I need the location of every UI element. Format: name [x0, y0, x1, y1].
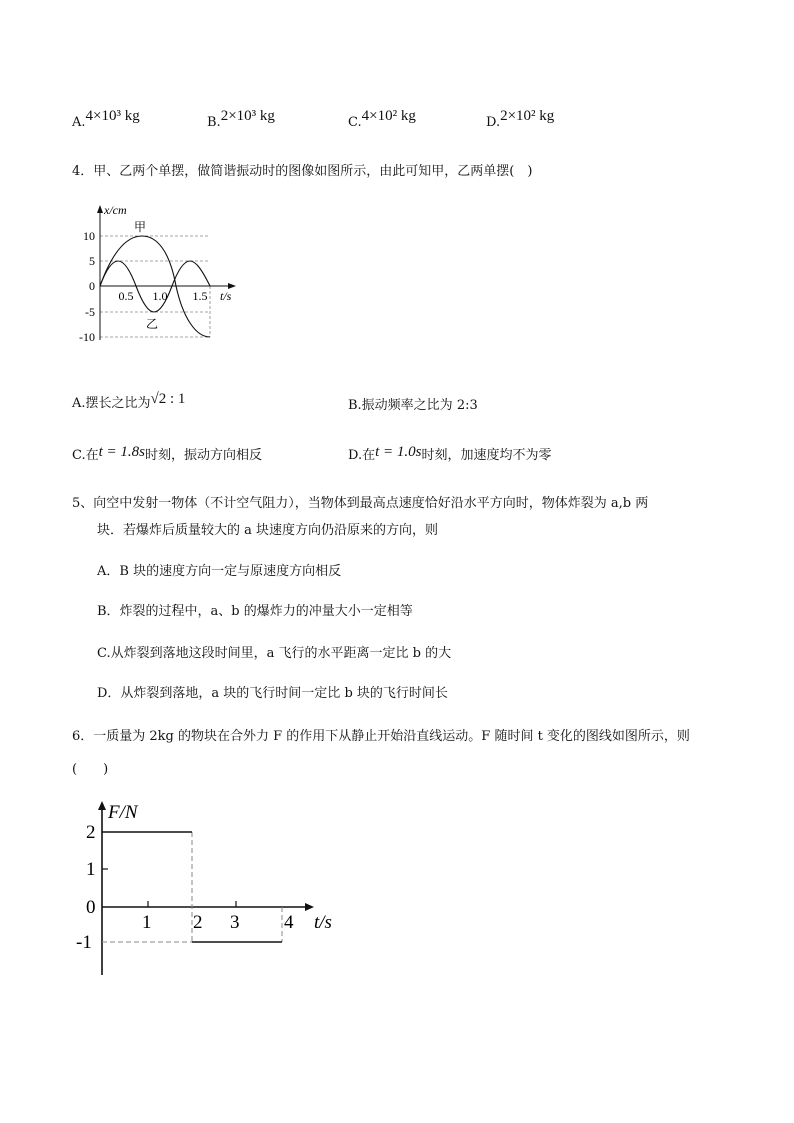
- q5-option-a: A．B 块的速度方向一定与原速度方向相反: [97, 564, 342, 579]
- option-math: t = 1.0s: [375, 444, 422, 460]
- q4-x-tick-1.0: 1.0: [152, 289, 168, 303]
- option-letter: A.: [72, 115, 86, 130]
- q3-option-b: [207, 108, 275, 130]
- q4-y-tick-10: 10: [83, 229, 95, 243]
- q3-option-d: [486, 108, 555, 130]
- q3-option-c: [348, 108, 416, 130]
- q6-y-arrow: [98, 801, 106, 810]
- q4-option-b: [348, 394, 478, 413]
- option-text: A.摆长之比为: [72, 396, 151, 411]
- q4-option-a: [72, 392, 185, 412]
- option-letter: D.: [486, 115, 501, 130]
- option-value: 4×10³ kg: [85, 108, 140, 124]
- option-math: t = 1.8s: [98, 444, 146, 460]
- q6-y-tick-neg1: -1: [76, 932, 92, 953]
- option-text: D.在: [348, 448, 376, 463]
- q4-y-tick-0: 0: [89, 279, 95, 293]
- q6-y-tick-2: 2: [86, 822, 96, 843]
- option-value: 2×10³ kg: [220, 108, 275, 124]
- q4-stem: 4．甲、乙两个单摆，做简谐振动时的图像如图所示，由此可知甲，乙两单摆( ): [72, 164, 533, 179]
- q4-y-label: x/cm: [104, 203, 127, 217]
- q6-y-tick-1: 1: [86, 859, 96, 880]
- option-letter: B.: [207, 115, 221, 130]
- option-math: √2 : 1: [150, 391, 186, 407]
- q3-option-a: [72, 108, 140, 130]
- q5-stem-line1: 5、向空中发射一物体（不计空气阻力），当物体到最高点速度恰好沿水平方向时，物体炸裂为 a,b 两: [72, 496, 649, 511]
- q6-guides: [102, 832, 282, 942]
- q6-x-tick-1: 1: [142, 912, 152, 933]
- q6-x-arrow: [305, 903, 314, 911]
- q6-stem-line1: 6．一质量为 2kg 的物块在合外力 F 的作用下从静止开始沿直线运动。F 随时间 t 变化的图线如图所示，则: [72, 729, 690, 744]
- q4-graph: [68, 200, 248, 350]
- q4-y-arrow: [97, 205, 103, 213]
- q6-force-chart: [68, 796, 348, 986]
- q6-stem-line2: ( ): [72, 762, 109, 777]
- q5-stem-line2: 块．若爆炸后质量较大的 a 块速度方向仍沿原来的方向，则: [97, 523, 439, 538]
- q6-x-tick-3: 3: [230, 912, 240, 933]
- q6-x-tick-2: 2: [193, 912, 203, 933]
- q4-y-tick-neg5: -5: [85, 305, 95, 319]
- q6-y-label: F/N: [108, 802, 138, 823]
- q4-x-tick-0.5: 0.5: [118, 289, 134, 303]
- q4-y-tick-5: 5: [89, 254, 95, 268]
- option-text-suffix: 时刻，加速度均不为零: [421, 448, 552, 463]
- q5-option-b: B．炸裂的过程中，a、b 的爆炸力的冲量大小一定相等: [97, 604, 413, 619]
- option-value: 4×10² kg: [361, 108, 416, 124]
- option-value: 2×10² kg: [500, 108, 555, 124]
- q6-x-label: t/s: [314, 912, 332, 933]
- q6-y-tick-0: 0: [86, 897, 96, 918]
- q4-option-d: [348, 444, 552, 464]
- q5-option-d: D．从炸裂到落地，a 块的飞行时间一定比 b 块的飞行时间长: [97, 686, 448, 701]
- q4-label-jia: 甲: [134, 220, 147, 234]
- option-text: C.在: [72, 448, 99, 463]
- q4-label-yi: 乙: [146, 317, 159, 331]
- option-letter: C.: [348, 115, 362, 130]
- q4-x-tick-1.5: 1.5: [192, 289, 208, 303]
- q5-option-c: C.从炸裂到落地这段时间里，a 飞行的水平距离一定比 b 的大: [97, 646, 452, 661]
- q6-x-tick-4: 4: [284, 912, 294, 933]
- q4-x-label: t/s: [220, 289, 232, 303]
- q6-ticks: [102, 869, 236, 907]
- q4-option-c: [72, 444, 262, 464]
- q4-y-tick-neg10: -10: [79, 330, 95, 344]
- option-text-suffix: 时刻，振动方向相反: [145, 448, 263, 463]
- option-text: B.振动频率之比为 2:3: [348, 398, 478, 413]
